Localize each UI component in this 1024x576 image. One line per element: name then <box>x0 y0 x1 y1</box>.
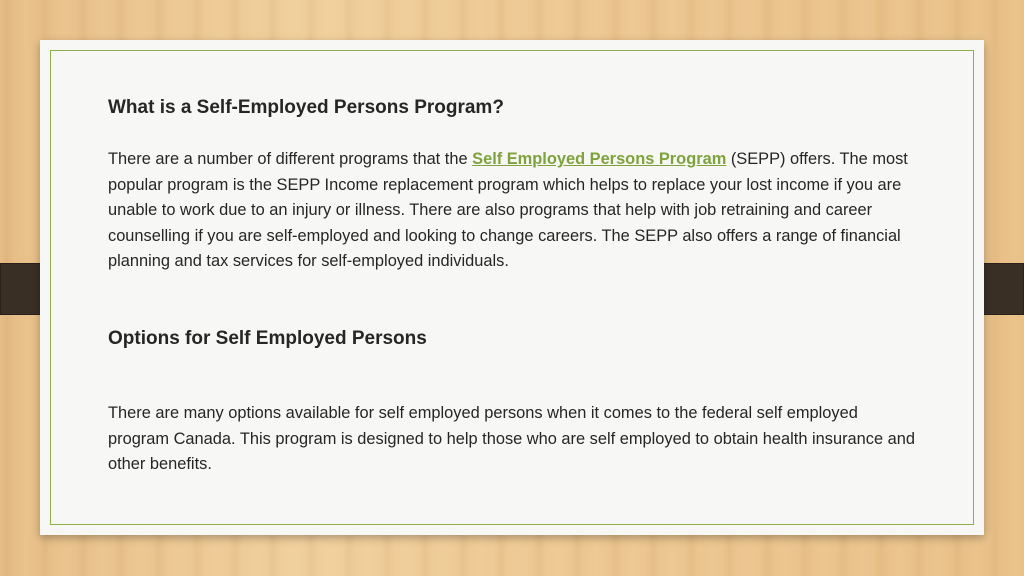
paragraph-text-lead: There are a number of different programs that the <box>108 150 473 168</box>
paragraph-options-description: There are many options available for self employed persons when it comes to the federal self employed program Canada. This program is designed to help those who are self employed to obtain health insurance and other benefits. <box>108 404 915 473</box>
section-heading-what-is-sepp: What is a Self-Employed Persons Program? <box>108 97 504 118</box>
paragraph-text-rest: (SEPP) offers. The most popular program is the SEPP Income replacement program which helps to replace your lost income if you are unable to work due to an injury or illness. There are also programs that help with job retraining and career counselling if you are self-employed and looking to change careers. The SEPP also offers a range of financial planning and tax services for self-employed individuals. <box>108 150 908 270</box>
sepp-link[interactable]: Self Employed Persons Program <box>472 150 727 168</box>
section-options <box>108 327 920 351</box>
section-self-employed-program-body <box>108 147 920 275</box>
paragraph-sepp-description <box>108 147 920 275</box>
section-heading-options: Options for Self Employed Persons <box>108 328 427 349</box>
section-self-employed-program <box>108 96 920 120</box>
section-options-body <box>108 401 920 478</box>
